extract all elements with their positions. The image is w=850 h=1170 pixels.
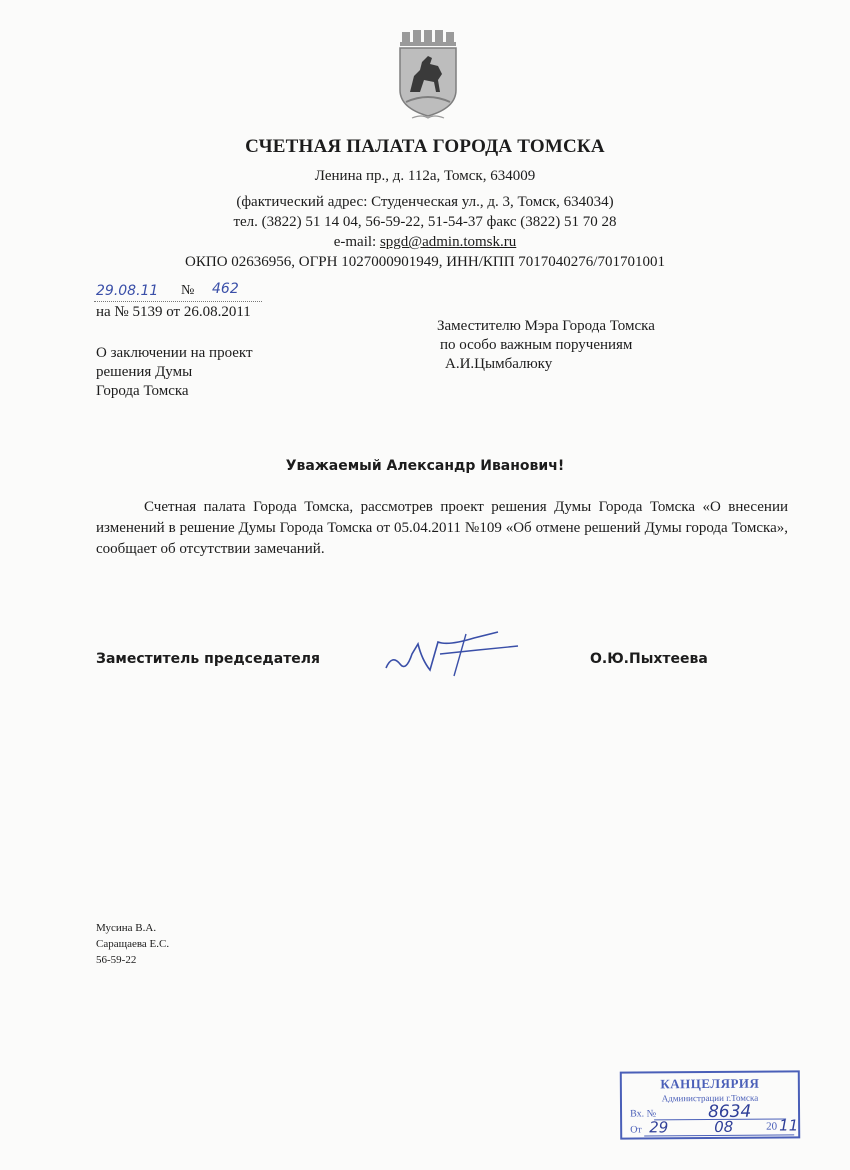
stamp-title: КАНЦЕЛЯРИЯ: [660, 1075, 760, 1092]
outgoing-number-handwritten: 462: [212, 281, 239, 297]
email-label: e-mail:: [333, 234, 380, 250]
stamp-day: 29: [649, 1118, 669, 1137]
executor-line: Саращаева Е.С.: [96, 938, 170, 950]
letter-subject: [96, 344, 326, 401]
subject-line: решения Думы: [96, 364, 193, 380]
stamp-subtitle: Администрации г.Томска: [661, 1092, 759, 1104]
executors-block: [96, 920, 169, 968]
outgoing-number-label: №: [181, 283, 195, 298]
stamp-month: 08: [714, 1117, 734, 1136]
actual-address: (фактический адрес: Студенческая ул., д. 3, Томск, 634034): [236, 194, 614, 210]
stamp-incoming-number: 8634: [707, 1101, 752, 1123]
handwritten-signature: [378, 624, 528, 680]
addressee-line: по особо важным поручениям: [440, 337, 633, 353]
addressee-block: [437, 317, 655, 374]
registration-codes: ОКПО 02636956, ОГРН 1027000901949, ИНН/КПП 7017040276/701701001: [185, 254, 665, 270]
stamp-incoming-label: Вх. №: [630, 1108, 657, 1120]
salutation: Уважаемый Александр Иванович!: [285, 458, 565, 474]
addressee-line: Заместителю Мэра Города Томска: [437, 318, 655, 334]
city-crest-emblem: [392, 30, 462, 122]
stamp-date-label: От: [630, 1124, 642, 1136]
addressee-line: А.И.Цымбалюку: [445, 356, 553, 372]
organization-name: СЧЕТНАЯ ПАЛАТА ГОРОДА ТОМСКА: [245, 136, 605, 157]
reference-line: на № 5139 от 26.08.2011: [96, 304, 251, 320]
registration-underline: [94, 301, 262, 302]
stamp-date-line: [644, 1134, 794, 1136]
office-registration-stamp: [620, 1070, 800, 1139]
phone-fax-line: тел. (3822) 51 14 04, 56-59-22, 51-54-37 факс (3822) 51 70 28: [233, 214, 617, 230]
subject-line: О заключении на проект: [96, 345, 253, 361]
stamp-year-prefix: 20: [766, 1120, 778, 1133]
stamp-year-suffix: 11: [779, 1116, 799, 1135]
signatory-title: Заместитель председателя: [96, 651, 321, 667]
outgoing-date-handwritten: 29.08.11: [96, 283, 159, 299]
executor-line: Мусина В.А.: [96, 922, 157, 934]
subject-line: Города Томска: [96, 383, 189, 399]
letter-body: Счетная палата Города Томска, рассмотрев проект решения Думы Города Томска «О внесении изменений в решение Думы Города Томска от 05.04.2011 №109 «Об отмене решений Думы города Томска», сообщает об отсутствии замечаний.: [96, 499, 788, 557]
executor-phone: 56-59-22: [96, 954, 137, 966]
email-line: [0, 234, 850, 251]
legal-address: Ленина пр., д. 112а, Томск, 634009: [314, 168, 536, 184]
signatory-name: О.Ю.Пыхтеева: [590, 651, 708, 667]
email-link[interactable]: spgd@admin.tomsk.ru: [379, 234, 517, 250]
